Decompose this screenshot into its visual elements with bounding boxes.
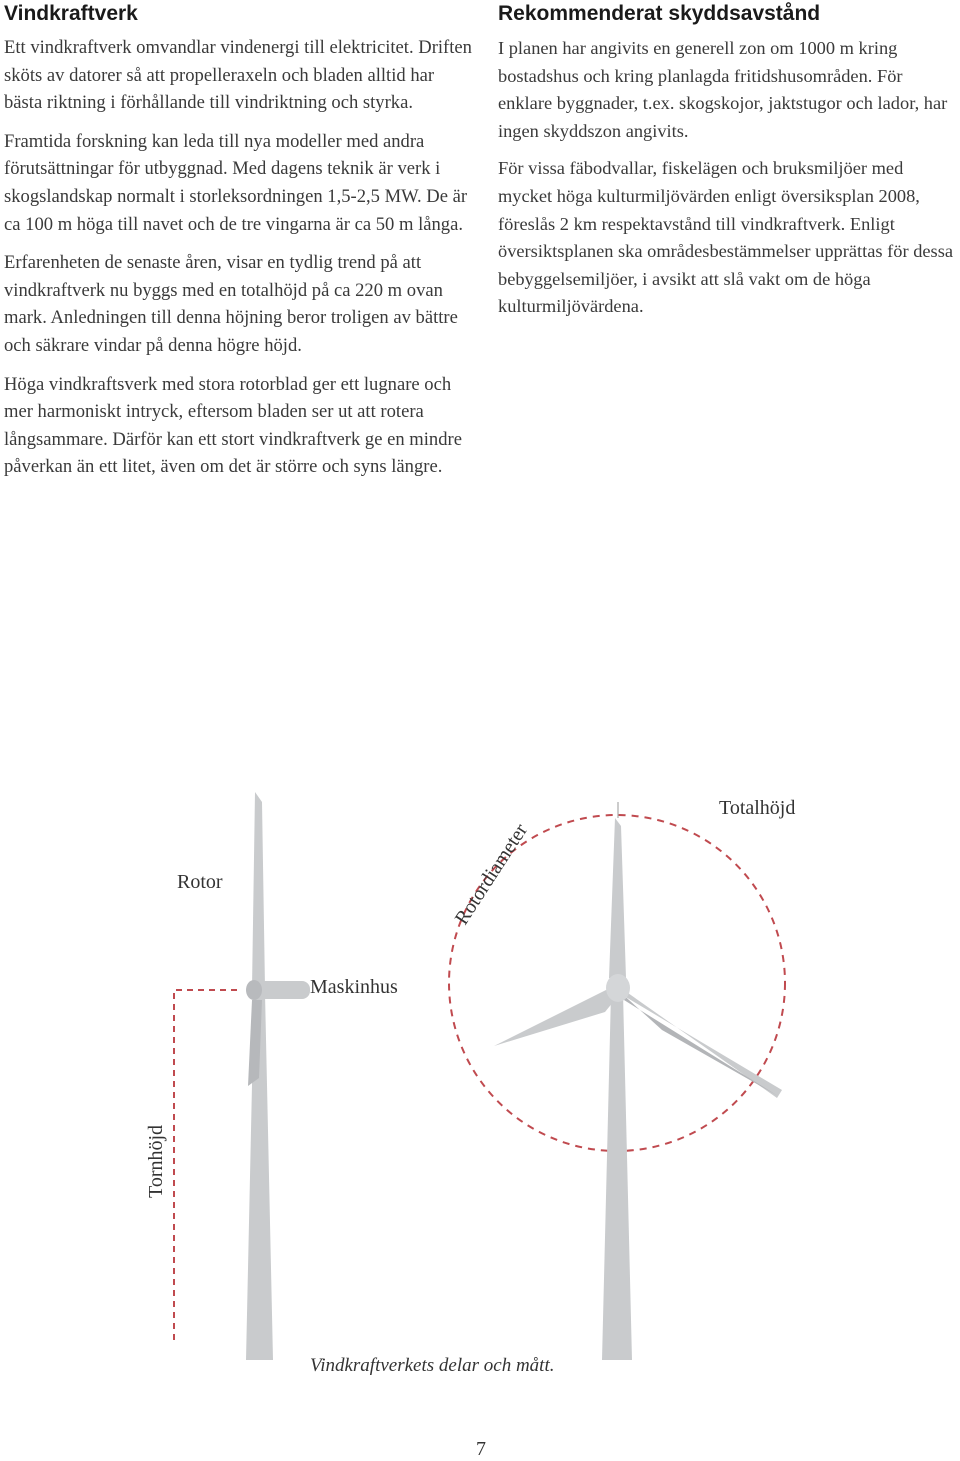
- left-column: [4, 0, 474, 492]
- paragraph: Ett vindkraftverk omvandlar vindenergi till elektricitet. Driften sköts av datorer så att propelleraxeln och bladen alltid har bästa riktning i förhållande till vindriktning och styrka.: [4, 37, 472, 114]
- turbine-illustration: [62, 778, 958, 1360]
- page-number: 7: [476, 1438, 486, 1460]
- large-tower: [602, 993, 632, 1360]
- paragraph: I planen har angivits en generell zon om 1000 m kring bostadshus och kring planlagda fritidshusområden. För enklare byggnader, t.ex. skogskojor, jaktstugor och lador, har ingen skyddszon angivits.: [498, 38, 948, 141]
- wind-turbine-diagram: [62, 778, 958, 1360]
- section-heading-vindkraftverk: Vindkraftverk: [4, 2, 138, 25]
- label-rotor: Rotor: [177, 871, 223, 893]
- paragraph: Höga vindkraftsverk med stora rotorblad ger ett lugnare och mer harmoniskt intryck, eftersom bladen ser ut att rotera långsammare. Därför kan ett stort vindkraftverk ge en mindre påverkan än ett litet, även om det är större och syns längre.: [4, 373, 462, 478]
- label-totalhojd: Totalhöjd: [719, 797, 796, 819]
- paragraph: Erfarenheten de senaste åren, visar en tydlig trend på att vindkraftverk nu byggs med en totalhöjd på ca 220 m ovan mark. Anledningen till denna höjning beror troligen av bättre och säkrare vindar på denna högre höjd.: [4, 252, 458, 356]
- section-heading-skyddsavstand: Rekommenderat skyddsavstånd: [498, 2, 821, 25]
- label-tornhojd: Tornhöjd: [145, 1124, 167, 1198]
- hub-height-dashed-line: [174, 990, 240, 1340]
- small-hub: [246, 980, 262, 1000]
- large-blade-right: [618, 986, 782, 1098]
- label-rotordiameter: Rotordiameter: [450, 819, 533, 929]
- large-turbine: [449, 802, 785, 1360]
- large-blade-up: [609, 818, 626, 978]
- label-maskinhus: Maskinhus: [310, 976, 398, 998]
- figure-caption: Vindkraftverkets delar och mått.: [310, 1355, 555, 1376]
- paragraph: Framtida forskning kan leda till nya modeller med andra förutsättningar för utbyggnad. Med dagens teknik är verk i skogslandskap normalt i storleksordningen 1,5-2,5 MW. De är ca 100 m höga till navet och de tre vingarna är ca 50 m långa.: [4, 130, 468, 235]
- large-hub: [606, 974, 630, 1002]
- large-blade-left: [494, 988, 618, 1046]
- right-column: [498, 0, 960, 331]
- paragraph: För vissa fäbodvallar, fiskelägen och bruksmiljöer med mycket höga kulturmiljövärden enligt översiksplan 2008, föreslås 2 km respektavstånd till vindkraftverk. Enligt översiktsplanen ska områdesbestämmelser upprättas för dessa bebyggelsemiljöer, i avsikt att slå vakt om de höga kulturmiljövärdena.: [498, 158, 954, 317]
- small-blade-up: [252, 792, 265, 988]
